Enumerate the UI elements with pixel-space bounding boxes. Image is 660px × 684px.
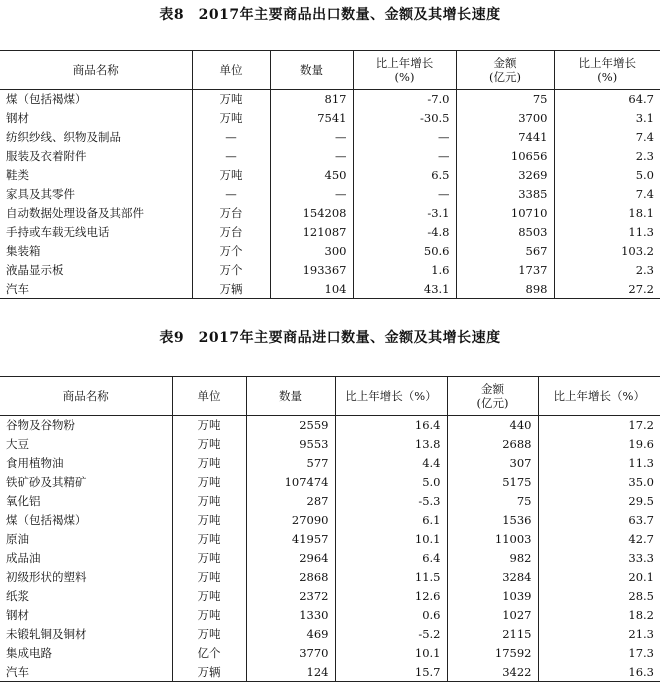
cell-qty: — [270, 185, 353, 204]
cell-name: 鞋类 [6, 168, 29, 182]
cell-qty: 121087 [270, 223, 353, 242]
table-row [0, 435, 660, 454]
cell-qty-growth: -30.5 [353, 109, 456, 128]
cell-amt-growth: 3.1 [554, 109, 660, 128]
cell-amt-growth: 5.0 [554, 166, 660, 185]
cell-amount: 11003 [447, 530, 538, 549]
cell-unit: 亿个 [172, 644, 246, 663]
cell-name: 纸浆 [6, 589, 29, 603]
cell-name: 家具及其零件 [6, 187, 75, 201]
cell-amount: 8503 [456, 223, 554, 242]
header-text: 比上年增长 [578, 56, 636, 70]
table-row [0, 644, 660, 663]
cell-unit: 万吨 [172, 492, 246, 511]
cell-qty: 1330 [246, 606, 335, 625]
cell-amount: 5175 [447, 473, 538, 492]
table-row [0, 166, 660, 185]
table-row [0, 587, 660, 606]
table-row [0, 90, 660, 109]
cell-qty: 577 [246, 454, 335, 473]
cell-amount: 3284 [447, 568, 538, 587]
cell-amt-growth: 11.3 [538, 454, 660, 473]
cell-qty: 41957 [246, 530, 335, 549]
cell-qty-growth: 10.1 [335, 530, 447, 549]
cell-amt-growth: 63.7 [538, 511, 660, 530]
cell-qty: 9553 [246, 435, 335, 454]
cell-amount: 3385 [456, 185, 554, 204]
cell-amt-growth: 18.2 [538, 606, 660, 625]
table-row [0, 549, 660, 568]
export-table [0, 50, 660, 299]
col-header-amount [456, 51, 554, 90]
cell-qty: 107474 [246, 473, 335, 492]
cell-amount: 3269 [456, 166, 554, 185]
cell-amount: 17592 [447, 644, 538, 663]
cell-qty: 469 [246, 625, 335, 644]
cell-qty-growth: -5.2 [335, 625, 447, 644]
cell-name: 氧化铝 [6, 494, 41, 508]
cell-amt-growth: 27.2 [554, 280, 660, 299]
cell-unit: 万吨 [172, 511, 246, 530]
table-row [0, 242, 660, 261]
col-header-name: 商品名称 [62, 389, 109, 403]
cell-qty-growth: 43.1 [353, 280, 456, 299]
cell-amt-growth: 11.3 [554, 223, 660, 242]
header-unit: (亿元) [489, 70, 521, 84]
cell-qty-growth: 10.1 [335, 644, 447, 663]
cell-qty: 450 [270, 166, 353, 185]
cell-amt-growth: 19.6 [538, 435, 660, 454]
cell-amount: 1536 [447, 511, 538, 530]
col-header-amount [447, 377, 538, 416]
cell-unit: 万辆 [192, 280, 270, 299]
cell-unit: 万吨 [192, 109, 270, 128]
cell-name: 未锻轧铜及铜材 [6, 627, 87, 641]
cell-qty: 154208 [270, 204, 353, 223]
cell-unit: — [192, 185, 270, 204]
cell-qty-growth: 11.5 [335, 568, 447, 587]
cell-unit: 万吨 [172, 587, 246, 606]
cell-amt-growth: 21.3 [538, 625, 660, 644]
cell-qty-growth: 5.0 [335, 473, 447, 492]
cell-name: 纺织纱线、织物及制品 [6, 130, 121, 144]
cell-name: 自动数据处理设备及其部件 [6, 206, 144, 220]
cell-amount: 2688 [447, 435, 538, 454]
cell-amt-growth: 28.5 [538, 587, 660, 606]
cell-unit: 万吨 [172, 416, 246, 435]
cell-name: 集成电路 [6, 646, 52, 660]
cell-amt-growth: 2.3 [554, 261, 660, 280]
cell-qty-growth: -3.1 [353, 204, 456, 223]
cell-unit: 万吨 [172, 568, 246, 587]
cell-name: 液晶显示板 [6, 263, 64, 277]
cell-unit: 万台 [192, 223, 270, 242]
cell-amount: 3700 [456, 109, 554, 128]
cell-amt-growth: 7.4 [554, 185, 660, 204]
table-row [0, 185, 660, 204]
cell-unit: 万个 [192, 261, 270, 280]
cell-amount: 307 [447, 454, 538, 473]
col-header-amt-growth: 比上年增长（%） [538, 377, 660, 416]
table-header-row [0, 377, 660, 416]
cell-qty: 104 [270, 280, 353, 299]
cell-amount: 75 [447, 492, 538, 511]
cell-amt-growth: 17.3 [538, 644, 660, 663]
cell-name: 煤（包括褐煤） [6, 513, 87, 527]
col-header-qty-growth [353, 51, 456, 90]
table-row [0, 147, 660, 166]
cell-amt-growth: 42.7 [538, 530, 660, 549]
cell-name: 初级形状的塑料 [6, 570, 87, 584]
table-row [0, 568, 660, 587]
table-row [0, 625, 660, 644]
cell-qty: 7541 [270, 109, 353, 128]
header-text: 金额 [481, 382, 504, 396]
cell-amount: 7441 [456, 128, 554, 147]
cell-qty: 3770 [246, 644, 335, 663]
cell-amount: 440 [447, 416, 538, 435]
cell-name: 钢材 [6, 111, 29, 125]
cell-unit: 万吨 [172, 530, 246, 549]
cell-amt-growth: 64.7 [554, 90, 660, 109]
cell-amt-growth: 2.3 [554, 147, 660, 166]
table-row [0, 606, 660, 625]
cell-qty: 287 [246, 492, 335, 511]
cell-unit: 万吨 [192, 90, 270, 109]
cell-unit: 万吨 [172, 435, 246, 454]
col-header-name: 商品名称 [72, 63, 119, 77]
cell-name: 谷物及谷物粉 [6, 418, 75, 433]
cell-qty-growth: — [353, 147, 456, 166]
header-unit: (亿元) [476, 396, 509, 410]
cell-qty: 193367 [270, 261, 353, 280]
cell-amount: 567 [456, 242, 554, 261]
table-row [0, 223, 660, 242]
table-row [0, 663, 660, 682]
cell-name: 服装及衣着附件 [6, 149, 87, 163]
table-row [0, 511, 660, 530]
col-header-unit: 单位 [172, 377, 246, 416]
table-row [0, 454, 660, 473]
cell-name: 铁矿砂及其精矿 [6, 475, 87, 489]
table-row [0, 128, 660, 147]
cell-qty-growth: -5.3 [335, 492, 447, 511]
cell-qty-growth: 4.4 [335, 454, 447, 473]
cell-amt-growth: 7.4 [554, 128, 660, 147]
cell-amount: 1737 [456, 261, 554, 280]
cell-name: 汽车 [6, 281, 29, 296]
cell-name: 手持或车载无线电话 [6, 225, 110, 239]
cell-qty: 2868 [246, 568, 335, 587]
cell-unit: 万吨 [172, 473, 246, 492]
col-header-amt-growth [554, 51, 660, 90]
cell-amount: 2115 [447, 625, 538, 644]
import-table [0, 376, 660, 682]
cell-amt-growth: 33.3 [538, 549, 660, 568]
header-text: 比上年增长 [375, 56, 434, 70]
cell-unit: 万吨 [192, 166, 270, 185]
cell-amt-growth: 103.2 [554, 242, 660, 261]
cell-qty-growth: 50.6 [353, 242, 456, 261]
cell-unit: 万吨 [172, 606, 246, 625]
cell-amt-growth: 35.0 [538, 473, 660, 492]
table-row [0, 261, 660, 280]
col-header-qty: 数量 [270, 51, 353, 90]
cell-amount: 10710 [456, 204, 554, 223]
table-row [0, 416, 660, 435]
cell-qty: — [270, 147, 353, 166]
col-header-qty: 数量 [246, 377, 335, 416]
cell-qty: 2964 [246, 549, 335, 568]
table9-title: 表9 2017年主要商品进口数量、金额及其增长速度 [159, 330, 501, 346]
cell-name: 煤（包括褐煤） [6, 92, 87, 107]
cell-name: 原油 [6, 532, 29, 546]
header-unit: (%) [597, 70, 618, 84]
cell-unit: — [192, 147, 270, 166]
cell-amt-growth: 20.1 [538, 568, 660, 587]
cell-unit: 万辆 [172, 663, 246, 682]
cell-name: 集装箱 [6, 244, 41, 258]
cell-amt-growth: 17.2 [538, 416, 660, 435]
cell-qty-growth: -7.0 [353, 90, 456, 109]
cell-qty-growth: 6.5 [353, 166, 456, 185]
cell-amount: 1027 [447, 606, 538, 625]
cell-unit: 万吨 [172, 549, 246, 568]
cell-amount: 3422 [447, 663, 538, 682]
table-row [0, 473, 660, 492]
cell-qty: — [270, 128, 353, 147]
cell-qty-growth: 12.6 [335, 587, 447, 606]
cell-unit: 万个 [192, 242, 270, 261]
cell-qty-growth: 1.6 [353, 261, 456, 280]
cell-qty-growth: 15.7 [335, 663, 447, 682]
cell-qty-growth: 6.4 [335, 549, 447, 568]
header-text: 金额 [493, 56, 517, 70]
cell-unit: 万吨 [172, 625, 246, 644]
cell-qty-growth: -4.8 [353, 223, 456, 242]
cell-qty: 2372 [246, 587, 335, 606]
header-unit: (%) [394, 70, 415, 84]
cell-qty: 300 [270, 242, 353, 261]
cell-unit: — [192, 128, 270, 147]
cell-amount: 1039 [447, 587, 538, 606]
cell-qty-growth: — [353, 185, 456, 204]
cell-name: 钢材 [6, 608, 29, 622]
cell-name: 汽车 [6, 664, 29, 679]
col-header-qty-growth: 比上年增长（%） [335, 377, 447, 416]
cell-qty: 817 [270, 90, 353, 109]
table-header-row [0, 51, 660, 90]
cell-name: 食用植物油 [6, 456, 64, 470]
cell-qty: 2559 [246, 416, 335, 435]
cell-qty: 27090 [246, 511, 335, 530]
col-header-unit: 单位 [192, 51, 270, 90]
cell-qty-growth: 16.4 [335, 416, 447, 435]
cell-qty-growth: 13.8 [335, 435, 447, 454]
cell-amt-growth: 18.1 [554, 204, 660, 223]
table-row [0, 109, 660, 128]
cell-unit: 万吨 [172, 454, 246, 473]
cell-qty-growth: 0.6 [335, 606, 447, 625]
table-row [0, 492, 660, 511]
cell-qty-growth: 6.1 [335, 511, 447, 530]
cell-qty-growth: — [353, 128, 456, 147]
cell-amount: 982 [447, 549, 538, 568]
cell-name: 大豆 [6, 437, 29, 451]
cell-amount: 75 [456, 90, 554, 109]
cell-amt-growth: 29.5 [538, 492, 660, 511]
cell-qty: 124 [246, 663, 335, 682]
cell-amount: 10656 [456, 147, 554, 166]
table8-title: 表8 2017年主要商品出口数量、金额及其增长速度 [159, 7, 501, 23]
cell-name: 成品油 [6, 551, 41, 565]
table-row [0, 280, 660, 299]
cell-amount: 898 [456, 280, 554, 299]
cell-amt-growth: 16.3 [538, 663, 660, 682]
cell-unit: 万台 [192, 204, 270, 223]
table-row [0, 204, 660, 223]
table-row [0, 530, 660, 549]
